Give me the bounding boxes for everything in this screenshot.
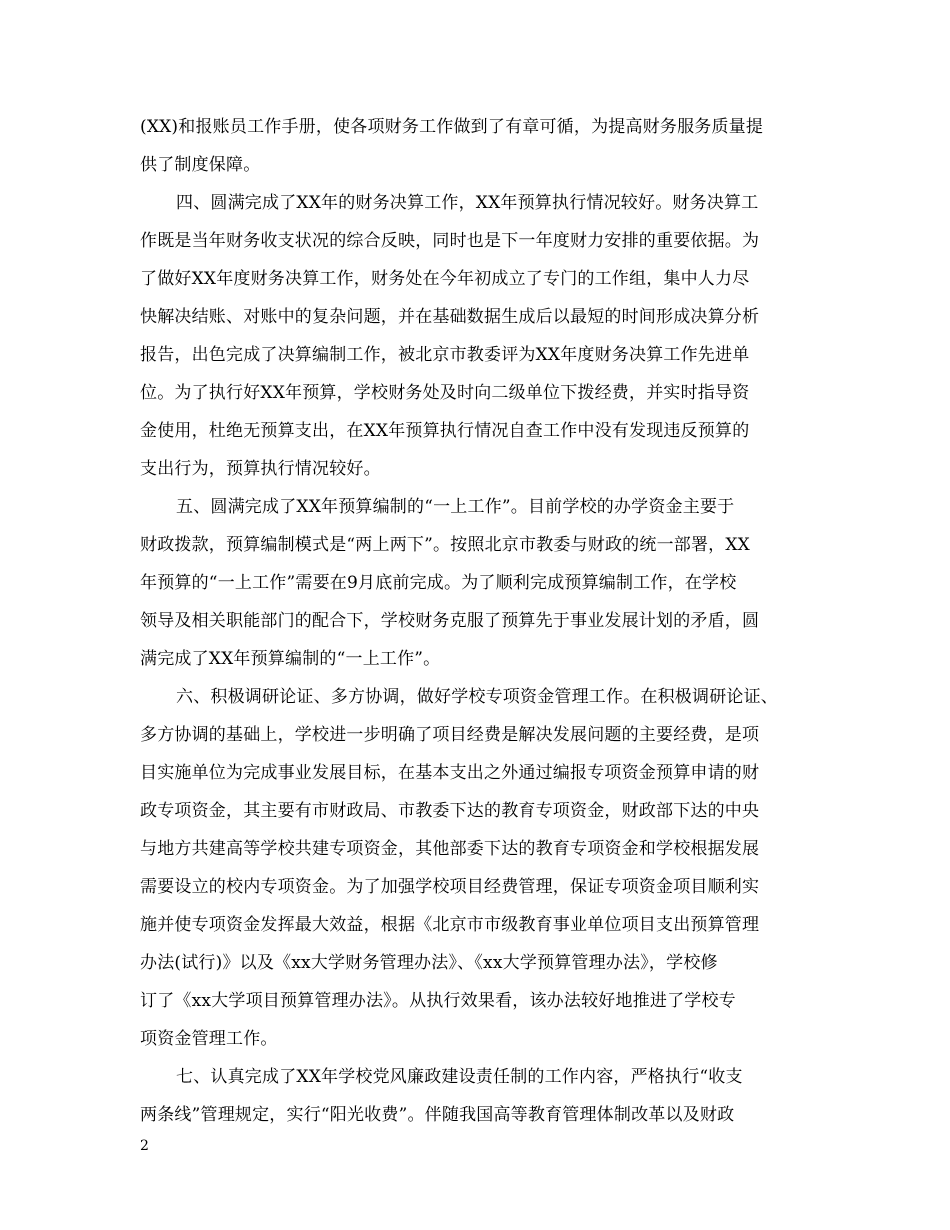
- text-line: 支出行为，预算执行情况较好。: [140, 459, 381, 479]
- text-line: 与地方共建高等学校共建专项资金，其他部委下达的教育专项资金和学校根据发展: [140, 839, 760, 859]
- text-line: 办法(试行)》以及《xx大学财务管理办法》、《xx大学预算管理办法》，学校修: [140, 953, 718, 973]
- text-line: 供了制度保障。: [140, 155, 261, 175]
- paragraph-4-start: 四、圆满完成了XX年的财务决算工作，XX年预算执行情况较好。财务决算工: [176, 193, 759, 213]
- text-line: 满完成了XX年预算编制的“一上工作”。: [140, 649, 441, 669]
- text-line: 位。为了执行好XX年预算，学校财务处及时向二级单位下拨经费，并实时指导资: [140, 383, 750, 403]
- paragraph-5-start: 五、圆满完成了XX年预算编制的“一上工作”。目前学校的办学资金主要于: [176, 497, 735, 517]
- page-number: 2: [140, 1138, 149, 1154]
- text-line: 快解决结账、对账中的复杂问题，并在基础数据生成后以最短的时间形成决算分析: [140, 307, 760, 327]
- paragraph-7-start: 七、认真完成了XX年学校党风廉政建设责任制的工作内容，严格执行“收支: [176, 1067, 743, 1087]
- text-line: 政专项资金，其主要有市财政局、市教委下达的教育专项资金，财政部下达的中央: [140, 801, 760, 821]
- text-line: 两条线”管理规定，实行“阳光收费”。伴随我国高等教育管理体制改革以及财政: [140, 1105, 735, 1125]
- text-line: (XX)和报账员工作手册，使各项财务工作做到了有章可循，为提高财务服务质量提: [140, 117, 764, 137]
- text-line: 需要设立的校内专项资金。为了加强学校项目经费管理，保证专项资金项目顺利实: [140, 877, 760, 897]
- text-line: 目实施单位为完成事业发展目标，在基本支出之外通过编报专项资金预算申请的财: [140, 763, 760, 783]
- text-line: 施并使专项资金发挥最大效益，根据《北京市市级教育事业单位项目支出预算管理: [140, 915, 760, 935]
- text-line: 作既是当年财务收支状况的综合反映，同时也是下一年度财力安排的重要依据。为: [140, 231, 760, 251]
- text-line: 订了《xx大学项目预算管理办法》。从执行效果看，该办法较好地推进了学校专: [140, 991, 736, 1011]
- text-line: 年预算的“一上工作”需要在9月底前完成。为了顺利完成预算编制工作，在学校: [140, 573, 737, 593]
- text-line: 多方协调的基础上，学校进一步明确了项目经费是解决发展问题的主要经费，是项: [140, 725, 760, 745]
- text-line: 了做好XX年度财务决算工作，财务处在今年初成立了专门的工作组，集中人力尽: [140, 269, 750, 289]
- text-line: 项资金管理工作。: [140, 1029, 278, 1049]
- text-line: 报告，出色完成了决算编制工作，被北京市教委评为XX年度财务决算工作先进单: [140, 345, 750, 365]
- paragraph-6-start: 六、积极调研论证、多方协调，做好学校专项资金管理工作。在积极调研论证、: [176, 687, 778, 707]
- text-line: 金使用，杜绝无预算支出，在XX年预算执行情况自查工作中没有发现违反预算的: [140, 421, 750, 441]
- text-line: 财政拨款，预算编制模式是“两上两下”。按照北京市教委与财政的统一部署，XX: [140, 535, 750, 555]
- text-line: 领导及相关职能部门的配合下，学校财务克服了预算先于事业发展计划的矛盾，圆: [140, 611, 760, 631]
